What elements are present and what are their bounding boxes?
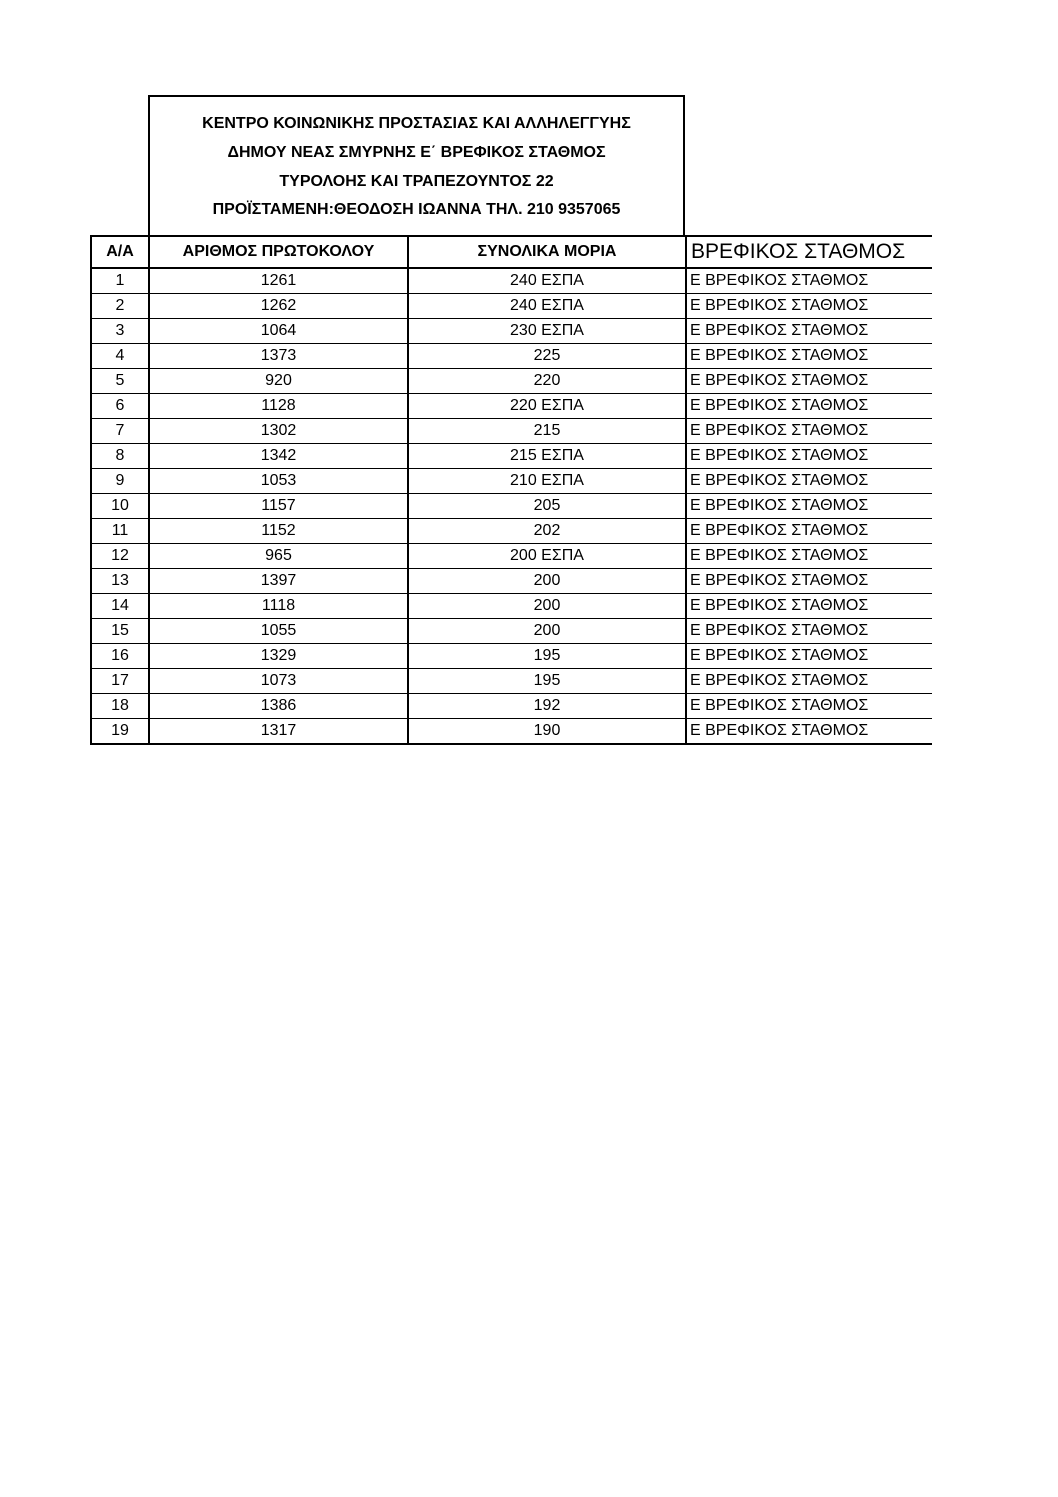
table-row — [91, 294, 932, 319]
cell-station: Ε ΒΡΕΦΙΚΟΣ ΣΤΑΘΜΟΣ — [686, 344, 932, 369]
cell-aa: 2 — [91, 294, 149, 319]
table-row — [91, 469, 932, 494]
cell-protocol: 1261 — [149, 268, 408, 294]
cell-aa: 14 — [91, 594, 149, 619]
cell-aa: 3 — [91, 319, 149, 344]
header-line-address: ΤΥΡΟΛΟΗΣ ΚΑΙ ΤΡΑΠΕΖΟΥΝΤΟΣ 22 — [279, 173, 554, 190]
cell-aa: 18 — [91, 694, 149, 719]
cell-aa: 1 — [91, 268, 149, 294]
cell-points: 210 ΕΣΠΑ — [408, 469, 686, 494]
cell-aa: 19 — [91, 719, 149, 745]
cell-station: Ε ΒΡΕΦΙΚΟΣ ΣΤΑΘΜΟΣ — [686, 419, 932, 444]
cell-points: 200 — [408, 619, 686, 644]
header-line-organization: ΚΕΝΤΡΟ ΚΟΙΝΩΝΙΚΗΣ ΠΡΟΣΤΑΣΙΑΣ ΚΑΙ ΑΛΛΗΛΕΓΓΥΗΣ — [202, 115, 631, 132]
cell-points: 195 — [408, 669, 686, 694]
cell-station: Ε ΒΡΕΦΙΚΟΣ ΣΤΑΘΜΟΣ — [686, 444, 932, 469]
table-row — [91, 719, 932, 745]
cell-aa: 12 — [91, 544, 149, 569]
cell-aa: 8 — [91, 444, 149, 469]
cell-aa: 5 — [91, 369, 149, 394]
cell-aa: 6 — [91, 394, 149, 419]
cell-aa: 10 — [91, 494, 149, 519]
cell-points: 192 — [408, 694, 686, 719]
cell-aa: 9 — [91, 469, 149, 494]
cell-protocol: 920 — [149, 369, 408, 394]
cell-aa: 4 — [91, 344, 149, 369]
cell-station: Ε ΒΡΕΦΙΚΟΣ ΣΤΑΘΜΟΣ — [686, 319, 932, 344]
table-row — [91, 569, 932, 594]
cell-points: 240 ΕΣΠΑ — [408, 268, 686, 294]
cell-protocol: 1386 — [149, 694, 408, 719]
cell-protocol: 1342 — [149, 444, 408, 469]
cell-station: Ε ΒΡΕΦΙΚΟΣ ΣΤΑΘΜΟΣ — [686, 544, 932, 569]
cell-protocol: 1152 — [149, 519, 408, 544]
cell-station: Ε ΒΡΕΦΙΚΟΣ ΣΤΑΘΜΟΣ — [686, 669, 932, 694]
table-row — [91, 594, 932, 619]
table-row — [91, 644, 932, 669]
column-header-points: ΣΥΝΟΛΙΚΑ ΜΟΡΙΑ — [408, 236, 686, 268]
cell-points: 215 ΕΣΠΑ — [408, 444, 686, 469]
cell-points: 200 ΕΣΠΑ — [408, 544, 686, 569]
cell-station: Ε ΒΡΕΦΙΚΟΣ ΣΤΑΘΜΟΣ — [686, 394, 932, 419]
cell-protocol: 1317 — [149, 719, 408, 745]
cell-station: Ε ΒΡΕΦΙΚΟΣ ΣΤΑΘΜΟΣ — [686, 644, 932, 669]
cell-points: 205 — [408, 494, 686, 519]
header-line-municipality: ΔΗΜΟΥ ΝΕΑΣ ΣΜΥΡΝΗΣ Ε΄ ΒΡΕΦΙΚΟΣ ΣΤΑΘΜΟΣ — [227, 144, 606, 161]
table-row — [91, 419, 932, 444]
cell-points: 215 — [408, 419, 686, 444]
cell-protocol: 1262 — [149, 294, 408, 319]
table-row — [91, 369, 932, 394]
table-row — [91, 444, 932, 469]
cell-protocol: 1128 — [149, 394, 408, 419]
cell-protocol: 1329 — [149, 644, 408, 669]
cell-protocol: 1073 — [149, 669, 408, 694]
table-row — [91, 669, 932, 694]
table-row — [91, 268, 932, 294]
cell-points: 200 — [408, 594, 686, 619]
table-row — [91, 344, 932, 369]
cell-station: Ε ΒΡΕΦΙΚΟΣ ΣΤΑΘΜΟΣ — [686, 369, 932, 394]
cell-protocol: 1118 — [149, 594, 408, 619]
cell-station: Ε ΒΡΕΦΙΚΟΣ ΣΤΑΘΜΟΣ — [686, 519, 932, 544]
cell-aa: 13 — [91, 569, 149, 594]
cell-station: Ε ΒΡΕΦΙΚΟΣ ΣΤΑΘΜΟΣ — [686, 268, 932, 294]
column-header-aa: Α/Α — [91, 236, 149, 268]
table-row — [91, 619, 932, 644]
cell-protocol: 1053 — [149, 469, 408, 494]
cell-protocol: 1064 — [149, 319, 408, 344]
table-row — [91, 494, 932, 519]
cell-station: Ε ΒΡΕΦΙΚΟΣ ΣΤΑΘΜΟΣ — [686, 694, 932, 719]
cell-aa: 15 — [91, 619, 149, 644]
cell-protocol: 1397 — [149, 569, 408, 594]
header-line-supervisor: ΠΡΟΪΣΤΑΜΕΝΗ:ΘΕΟΔΟΣΗ ΙΩΑΝΝΑ ΤΗΛ. 210 9357065 — [212, 201, 621, 218]
table-row — [91, 694, 932, 719]
cell-station: Ε ΒΡΕΦΙΚΟΣ ΣΤΑΘΜΟΣ — [686, 594, 932, 619]
cell-points: 195 — [408, 644, 686, 669]
table-row — [91, 519, 932, 544]
cell-station: Ε ΒΡΕΦΙΚΟΣ ΣΤΑΘΜΟΣ — [686, 494, 932, 519]
cell-points: 202 — [408, 519, 686, 544]
cell-points: 220 ΕΣΠΑ — [408, 394, 686, 419]
cell-protocol: 1302 — [149, 419, 408, 444]
cell-points: 240 ΕΣΠΑ — [408, 294, 686, 319]
table-body — [91, 268, 932, 744]
cell-aa: 11 — [91, 519, 149, 544]
cell-station: Ε ΒΡΕΦΙΚΟΣ ΣΤΑΘΜΟΣ — [686, 294, 932, 319]
table-row — [91, 394, 932, 419]
results-table — [90, 235, 932, 745]
cell-points: 230 ΕΣΠΑ — [408, 319, 686, 344]
cell-station: Ε ΒΡΕΦΙΚΟΣ ΣΤΑΘΜΟΣ — [686, 719, 932, 745]
column-header-protocol: ΑΡΙΘΜΟΣ ΠΡΩΤΟΚΟΛΟΥ — [149, 236, 408, 268]
table-row — [91, 319, 932, 344]
header-box — [148, 95, 685, 236]
cell-aa: 16 — [91, 644, 149, 669]
cell-protocol: 1373 — [149, 344, 408, 369]
cell-station: Ε ΒΡΕΦΙΚΟΣ ΣΤΑΘΜΟΣ — [686, 469, 932, 494]
cell-points: 200 — [408, 569, 686, 594]
cell-aa: 7 — [91, 419, 149, 444]
cell-points: 190 — [408, 719, 686, 745]
cell-points: 225 — [408, 344, 686, 369]
cell-protocol: 965 — [149, 544, 408, 569]
cell-station: Ε ΒΡΕΦΙΚΟΣ ΣΤΑΘΜΟΣ — [686, 569, 932, 594]
table-row — [91, 544, 932, 569]
table-header-row — [91, 236, 932, 268]
cell-points: 220 — [408, 369, 686, 394]
cell-protocol: 1055 — [149, 619, 408, 644]
cell-station: Ε ΒΡΕΦΙΚΟΣ ΣΤΑΘΜΟΣ — [686, 619, 932, 644]
column-header-station: ΒΡΕΦΙΚΟΣ ΣΤΑΘΜΟΣ — [686, 236, 932, 268]
cell-protocol: 1157 — [149, 494, 408, 519]
cell-aa: 17 — [91, 669, 149, 694]
